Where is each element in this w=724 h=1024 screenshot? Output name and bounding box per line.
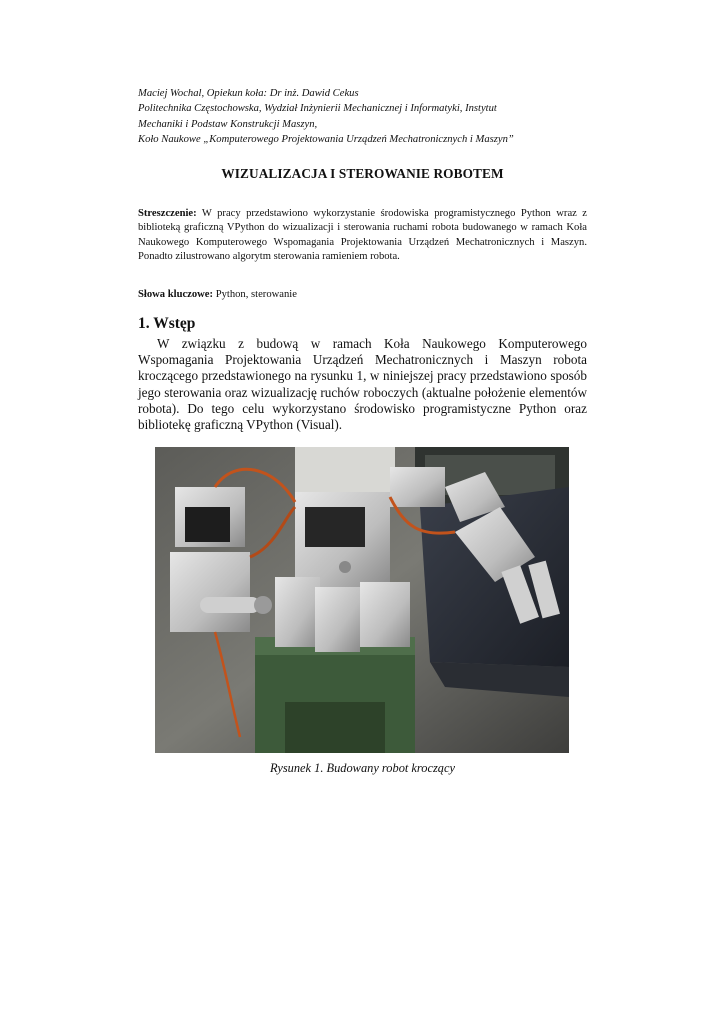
keywords <box>138 288 587 302</box>
abstract <box>138 207 587 265</box>
keywords-text: Python, sterowanie <box>215 289 297 300</box>
affiliation-line: Mechaniki i Podstaw Konstrukcji Maszyn, <box>138 118 318 130</box>
robot-photo <box>155 447 569 753</box>
figure-caption: Rysunek 1. Budowany robot kroczący <box>269 761 455 775</box>
affiliation-line: Politechnika Częstochowska, Wydział Inżynierii Mechanicznej i Informatyki, Instytut <box>138 103 497 115</box>
section-heading: 1. Wstęp <box>138 315 196 332</box>
keywords-label: Słowa kluczowe: <box>138 289 214 300</box>
paper-title: WIZUALIZACJA I STEROWANIE ROBOTEM <box>221 166 504 181</box>
author-affiliation-block <box>138 86 598 147</box>
section-paragraph: W związku z budową w ramach Koła Naukowego Komputerowego Wspomagania Projektowania Urządzeń Mechatronicznych i Maszyn robota kroczącego przedstawionego na rysunku 1, w niniejszej pracy przedstawiono sposób jego sterowania oraz wizualizację ruchów roboczych (aktualne położenie elementów robota). Do tego celu wykorzystano środowisko programistyczne Python oraz bibliotekę graficzną VPython (Visual). <box>138 336 587 433</box>
abstract-text: W pracy przedstawiono wykorzystanie środowiska programistycznego Python wraz z biblioteką graficzną VPython do wizualizacji i sterowania ruchami robota budowanego w ramach Koła Naukowego Komputerowego Wspomagania Projektowania Urządzeń Mechatronicznych i Maszyn. Ponadto zilustrowano algorytm sterowania ramieniem robota. <box>138 208 587 263</box>
affiliation-line: Koło Naukowe „Komputerowego Projektowania Urządzeń Mechatronicznych i Maszyn” <box>138 133 514 145</box>
author-line: Maciej Wochal, Opiekun koła: Dr inż. Dawid Cekus <box>138 88 359 99</box>
abstract-label: Streszczenie: <box>138 208 197 219</box>
